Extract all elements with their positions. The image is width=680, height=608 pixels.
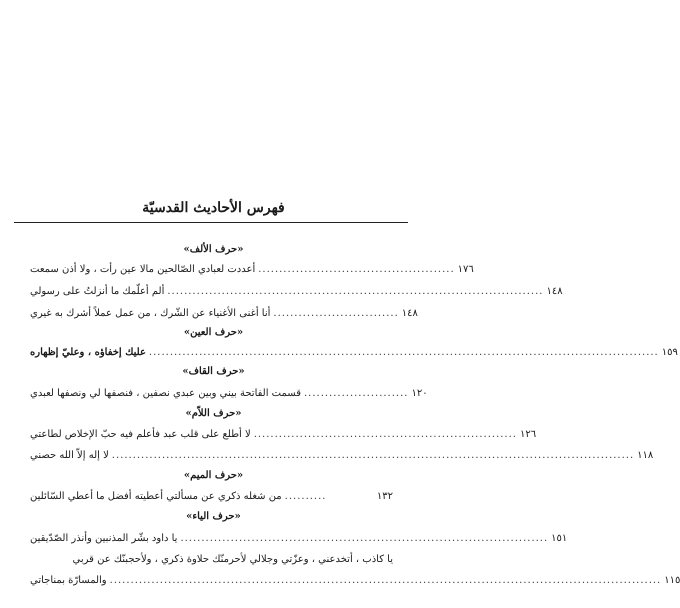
index-entry <box>30 347 678 363</box>
index-entry <box>30 388 428 404</box>
index-entry <box>30 429 537 445</box>
index-entry <box>30 450 654 466</box>
section-heading-lam: «حرف اللاّم» <box>185 408 242 419</box>
entry-page: ١٣٢ <box>376 491 393 502</box>
index-entry <box>30 533 568 549</box>
entry-page: ١١٨ <box>637 450 654 461</box>
index-entry <box>30 575 680 591</box>
dot-leader: ............................................... <box>258 264 455 275</box>
section-heading-qaf: «حرف القاف» <box>182 366 245 377</box>
entry-page: ١٥٩ <box>661 347 678 358</box>
index-entry <box>30 264 474 280</box>
entry-text: عليك إخفاؤه ، وعليّ إظهاره <box>30 347 146 358</box>
dot-leader: ............................................................... <box>253 429 517 440</box>
section-heading-ayn: «حرف العين» <box>183 327 244 338</box>
entry-page: ١٢٦ <box>519 429 537 440</box>
entry-page: ١٤٨ <box>401 308 418 319</box>
entry-text: من شغله ذكري عن مسألتي أعطيته أفضل ما أعطي السّائلين <box>30 491 282 502</box>
entry-page: ١٤٨ <box>546 286 563 297</box>
entry-text: يا داود بشّر المذنبين وأنذر الصّدّيقين <box>30 533 178 544</box>
section-heading-alif: «حرف الألف» <box>183 244 244 255</box>
section-heading-mim: «حرف الميم» <box>183 470 244 481</box>
entry-text-line1: يا كاذب ، أتخدعني ، وعزّتي وجلالي لأحرمنّك حلاوة ذكري ، ولأحجبنّك عن قربي <box>72 554 393 565</box>
dot-leader: .......................................................................................... <box>167 286 544 297</box>
entry-page: ١٧٦ <box>457 264 474 275</box>
entry-page: ١١٥ <box>664 575 680 586</box>
index-entry <box>30 308 418 324</box>
entry-text: ألم أعلّمك ما أنزلتُ على رسولي <box>30 286 165 297</box>
entry-text: أعددت لعبادي الصّالحين مالا عين رأت ، ولا أذن سمعت <box>30 264 256 275</box>
entry-text: أنا أغنى الأغنياء عن الشّرك ، من عمل عملاً أشرك به غيري <box>30 308 271 319</box>
dot-leader: .................................................................................................................................... <box>109 575 662 586</box>
entry-text-line2: والمسارّة بمناجاتي <box>30 575 107 586</box>
section-heading-ya: «حرف الياء» <box>186 511 241 522</box>
index-entry <box>30 491 393 507</box>
entry-text: لا إله إلاّ الله حصني <box>30 450 109 461</box>
dot-leader: ........................................................................................ <box>180 533 549 544</box>
title-rule <box>14 222 408 223</box>
dot-leader: .......................................................................................................................... <box>148 347 659 358</box>
entry-page: ١٢٠ <box>411 388 428 399</box>
entry-text: قسمت الفاتحة بيني وبين عبدي نصفين ، فنصفها لي ونصفها لعبدي <box>30 388 301 399</box>
page-title: فهرس الأحاديث القدسيّة <box>142 200 285 216</box>
dot-leader: ......................... <box>303 388 409 399</box>
dot-leader: .......... <box>284 491 327 502</box>
index-entry <box>30 286 563 302</box>
dot-leader: .............................. <box>273 308 399 319</box>
entry-text: لا أطلع على قلب عبد فأعلم فيه حبّ الإخلاص لطاعتي <box>30 429 251 440</box>
entry-page: ١٥١ <box>551 533 568 544</box>
dot-leader: ............................................................................................................................. <box>111 450 635 461</box>
